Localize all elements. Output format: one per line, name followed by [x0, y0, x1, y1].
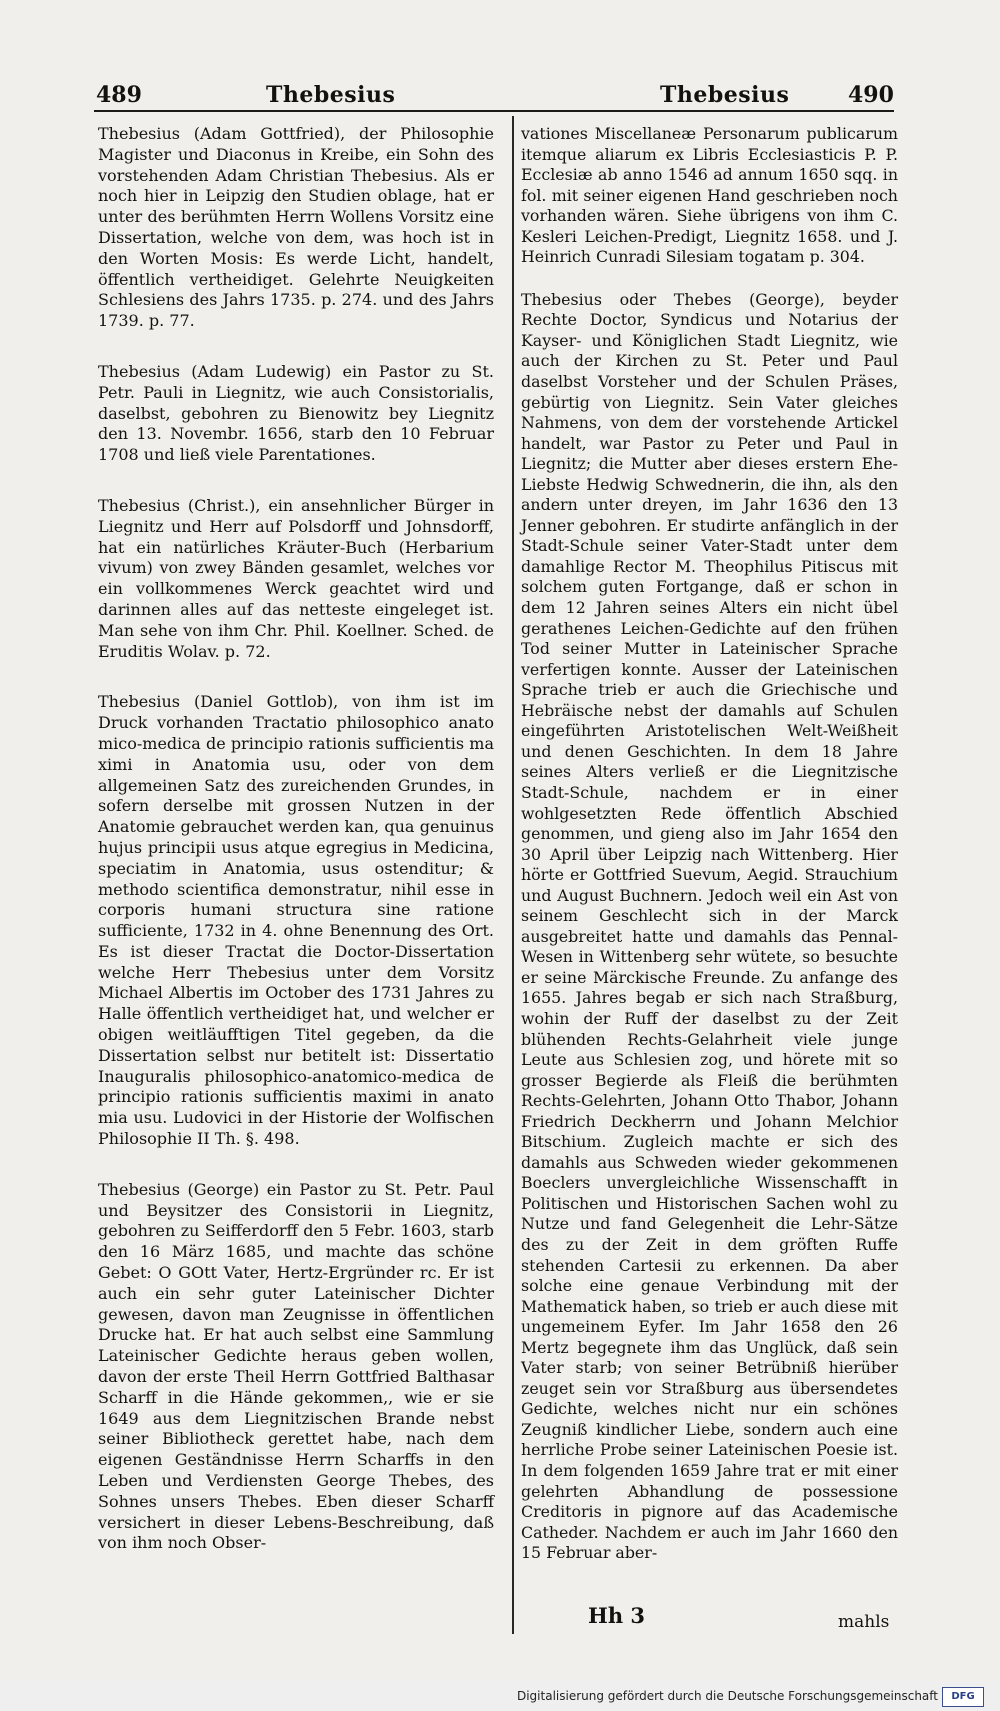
right-running-title: Thebesius [660, 82, 790, 108]
left-page-number: 489 [96, 82, 142, 108]
entry-daniel-gottlob [98, 692, 494, 1150]
column-divider [512, 116, 514, 1634]
entry-text: Thebesius (George) ein Pastor zu St. Petr. Paul und Beysitzer des Consistorii in Liegnitz, gebohren zu Seifferdorff den 5 Febr. 1603, starb den 16 März 1685, und machte das schöne Gebet: O GOtt Vater, Hertz-Ergründer rc. Er ist auch ein sehr guter Lateinischer Dichter gewesen, davon man Zeugnisse in öffentlichen Drucke hat. Er hat auch selbst eine Sammlung Lateinischer Gedichte heraus geben wollen, davon der erste Theil Herrn Gottfried Balthasar Scharff in die Hände gekommen,, wie er sie 1649 aus dem Liegnitzischen Brande nebst seiner Bibliotheck gerettet habe, nach dem eigenen Geständnisse Herrn Scharffs in den Leben und Verdiensten George Thebes, des Sohnes unsers Thebes. Eben dieser Scharff versichert in dieser Lebens-Beschreibung, daß von ihm noch Obser- [98, 1179, 494, 1553]
entry-text: Thebesius (Adam Gottfried), der Philosophie Magister und Diaconus in Kreibe, ein Sohn des vorstehenden Adam Christian Thebesius. Als er noch hier in Leipzig den Studien oblage, hat er unter des berühmten Herrn Wollens Vorsitz eine Dissertation, welche von dem, was hoch ist in den Worten Mosis: Es werde Licht, handelt, öffentlich vertheidiget. Gelehrte Neuigkeiten Schlesiens des Jahrs 1735. p. 274. und des Jahrs 1739. p. 77. [98, 124, 494, 331]
entry-george-pastor [98, 1180, 494, 1554]
catchword: mahls [838, 1612, 890, 1632]
entry-text: Thebesius (Daniel Gottlob), von ihm ist im Druck vorhanden Tractatio philosophico anato mico-medica de principio rationis sufficientis ma ximi in Anatomia usu, oder von dem allgemeinen Satz des zureichenden Grundes, in sofern derselbe mit grossen Nutzen in der Anatomie gebrauchet werden kan, qua genuinus hujus principii usus atque egregius in Medicina, speciatim in Anatomia, usus ostenditur; & methodo scientifica demonstratur, nihil esse in corporis humani structura sine ratione sufficiente, 1732 in 4. ohne Benennung des Ort. Es ist dieser Tractat die Doctor-Dissertation welche Herr Thebesius unter dem Vorsitz Michael Albertis im October des 1731 Jahres zu Halle öffentlich vertheidiget hat, und welcher er obigen weitläufftigen Titel gegeben, da die Dissertation selbst nur betitelt ist: Dissertatio Inauguralis philosophico-anatomico-medica de principio rationis sufficientis maximi in anato mia usu. Ludovici in der Historie der Wolfischen Philosophie II Th. §. 498. [98, 692, 494, 1149]
entry-christ [98, 496, 494, 662]
entry-text: Thebesius oder Thebes (George), beyder Rechte Doctor, Syndicus und Notarius der Kayser- und Königlichen Stadt Liegnitz, wie auch der Kirchen zu St. Peter und Paul daselbst Vorsteher und der Schulen Präses, gebürtig von Liegnitz. Sein Vater gleiches Nahmens, von dem der vorstehende Artickel handelt, war Pastor zu Peter und Paul in Liegnitz; die Mutter aber dieses erstern Ehe-Liebste Hedwig Schwednerin, die ihn, als den andern unter dreyen, im Jahr 1636 den 13 Jenner gebohren. Er studirte anfänglich in der Stadt-Schule seiner Vater-Stadt unter dem damahlige Rector M. Theophilus Pitiscus mit solchem guten Fortgange, daß er schon in dem 12 Jahren seines Alters ein nicht übel gerathenes Leichen-Gedichte auf den frühen Tod seiner Mutter in Lateinischer Sprache verfertigen konnte. Ausser der Lateinischen Sprache trieb er auch die Griechische und Hebräische nebst der damahls auf Schulen eingeführten Aristotelischen Welt-Weißheit und denen Geschichten. In dem 18 Jahre seines Alters verließ er die Liegnitzische Stadt-Schule, nachdem er in einer wohlgesetzten Rede öffentlich Abschied genommen, und gieng also im Jahr 1654 den 30 April über Leipzig nach Wittenberg. Hier hörte er Gottfried Suevum, Aegid. Strauchium und August Buchnern. Jedoch weil ein Ast von seinem Geschlecht sich in der Marck ausgebreitet hatte und damahls das Pennal-Wesen in Wittenberg sehr wütete, so besuchte er seine Märckische Freunde. Zu anfange des 1655. Jahres begab er sich nach Straßburg, wohin der Ruff der daselbst zu der Zeit blühenden Rechts-Gelahrheit viele junge Leute aus Schlesien zog, und hörete mit so grosser Begierde als Fleiß die berühmten Rechts-Gelehrten, Johann Otto Thabor, Johann Friedrich Deckherrn und Johann Melchior Bitschium. Zugleich machte er sich des damahls aus Schweden wieder gekommenen Boeclers unvergleichliche Wissenschafft in Politischen und Historischen Sachen wohl zu Nutze und fand Gelegenheit die Lehr-Sätze des zu der Zeit in dem gröften Ruffe stehenden Cartesii zu erkennen. Da aber solche eine genaue Verbindung mit der Mathematick haben, so trieb er auch diese mit ungemeinem Eyfer. Im Jahr 1658 den 26 Mertz begegnete ihm das Unglück, daß sein Vater starb; von seiner Betrübniß hierüber zeuget sein vor Straßburg aus übersendetes Gedichte, welches nicht nur ein schönes Zeugniß kindlicher Liebe, sondern auch eine herrliche Probe seiner Lateinischen Poesie ist. In dem folgenden 1659 Jahre trat er mit einer gelehrten Abhandlung de possessione Creditoris in pignore auf das Academische Catheder. Nachdem er auch im Jahr 1660 den 15 Februar aber- [521, 289, 898, 1563]
footer-bar [0, 1681, 1000, 1711]
signature-mark: Hh 3 [588, 1603, 646, 1628]
right-column [521, 124, 898, 1586]
header-rule [94, 110, 894, 112]
entry-text: Thebesius (Christ.), ein ansehnlicher Bürger in Liegnitz und Herr auf Polsdorff und Johnsdorff, hat ein natürliches Kräuter-Buch (Herbarium vivum) von zwey Bänden gesamlet, welches vor ein vollkommenes Werck geachtet wird und darinnen alles auf das netteste eingeleget ist. Man sehe von ihm Chr. Phil. Koellner. Sched. de Eruditis Wolav. p. 72. [98, 495, 494, 661]
entry-text: Thebesius (Adam Ludewig) ein Pastor zu St. Petr. Pauli in Liegnitz, wie auch Consistorialis, daselbst, gebohren zu Bienowitz bey Liegnitz den 13. Novembr. 1656, starb den 10 Februar 1708 und ließ viele Parentationes. [98, 361, 494, 465]
right-page-number: 490 [848, 82, 894, 108]
entry-adam-gottfried [98, 124, 494, 332]
dfg-logo-icon[interactable]: DFG [942, 1687, 984, 1707]
entry-continuation [521, 124, 898, 268]
footer-credit: Digitalisierung gefördert durch die Deutsche Forschungsgemeinschaft [516, 1689, 938, 1703]
entry-adam-ludewig [98, 362, 494, 466]
entry-george-doctor [521, 290, 898, 1564]
entry-text: vationes Miscellaneæ Personarum publicarum itemque aliarum ex Libris Ecclesiasticis P. P. Ecclesiæ ab anno 1546 ad annum 1650 sqq. in fol. mit seiner eigenen Hand geschrieben noch vorhanden wären. Siehe übrigens von ihm C. Kesleri Leichen-Predigt, Liegnitz 1658. und J. Heinrich Cunradi Silesiam togatam p. 304. [521, 124, 898, 267]
left-running-title: Thebesius [266, 82, 396, 108]
left-column [98, 124, 494, 1584]
